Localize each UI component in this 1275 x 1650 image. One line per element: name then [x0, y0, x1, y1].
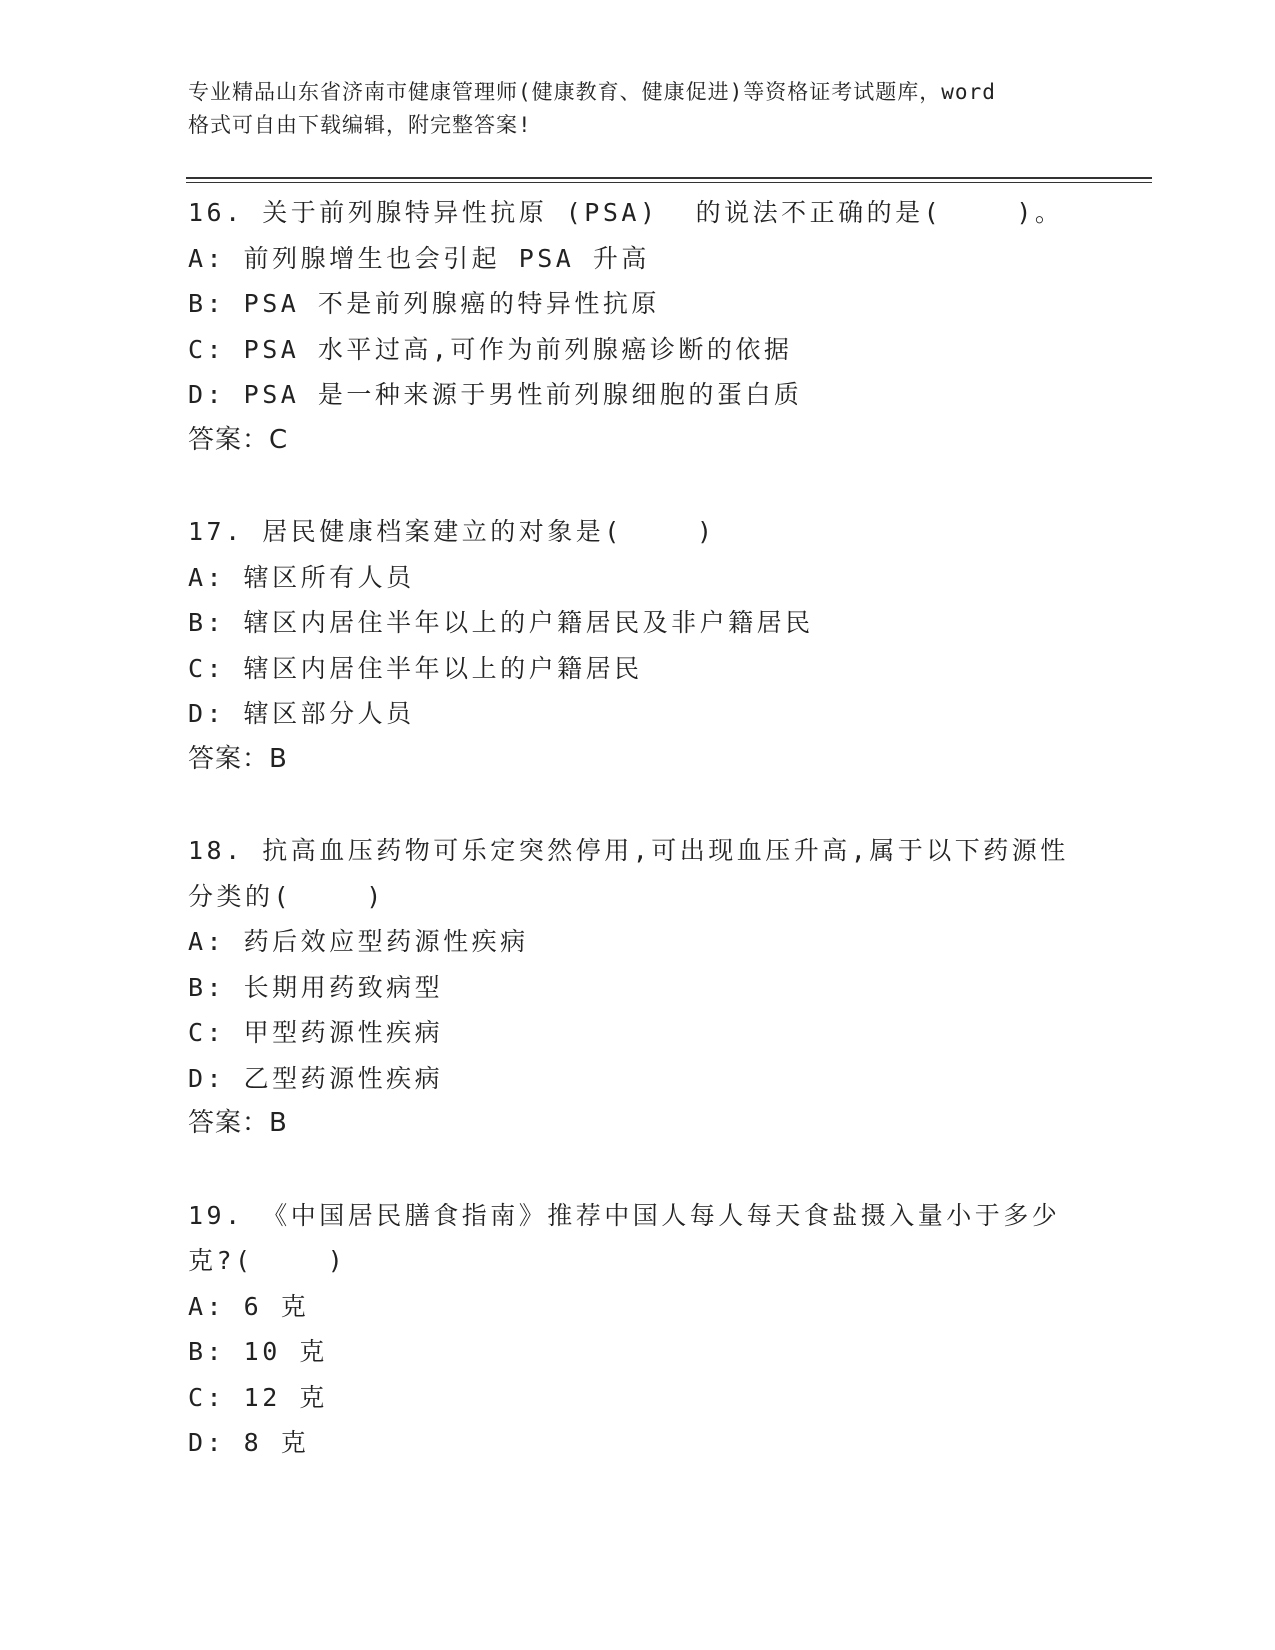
option-c: C: PSA 水平过高,可作为前列腺癌诊断的依据	[188, 334, 793, 364]
option-a: A: 6 克	[188, 1291, 310, 1321]
question-stem: 19. 《中国居民膳食指南》推荐中国人每人每天食盐摄入量小于多少	[188, 1200, 1061, 1230]
question-18	[188, 828, 1088, 1147]
header-line-1: 专业精品山东省济南市健康管理师(健康教育、健康促进)等资格证考试题库，word	[188, 80, 996, 104]
document-header	[188, 76, 1088, 142]
question-stem-continued: 克?( )	[188, 1246, 347, 1275]
question-stem: 18. 抗高血压药物可乐定突然停用,可出现血压升高,属于以下药源性	[188, 836, 1069, 865]
header-divider-thick	[186, 177, 1152, 179]
option-b: B: 长期用药致病型	[188, 972, 444, 1002]
option-d: D: 辖区部分人员	[188, 699, 415, 728]
question-list	[188, 190, 1088, 1512]
option-b: B: PSA 不是前列腺癌的特异性抗原	[188, 289, 660, 318]
question-19	[188, 1193, 1088, 1466]
question-stem: 16. 关于前列腺特异性抗原 (PSA) 的说法不正确的是( )。	[188, 198, 1064, 227]
question-stem: 17. 居民健康档案建立的对象是( )	[188, 517, 716, 546]
header-divider-thin	[186, 182, 1152, 183]
option-a: A: 前列腺增生也会引起 PSA 升高	[188, 243, 650, 273]
answer-label: 答案：C	[188, 424, 289, 455]
option-c: C: 甲型药源性疾病	[188, 1018, 444, 1047]
question-16	[188, 190, 1088, 463]
question-17	[188, 509, 1088, 782]
question-stem-continued: 分类的( )	[188, 881, 385, 911]
answer-label: 答案：B	[188, 743, 288, 774]
header-line-2: 格式可自由下载编辑，附完整答案!	[188, 113, 532, 137]
option-c: C: 辖区内居住半年以上的户籍居民	[188, 653, 643, 683]
option-d: D: PSA 是一种来源于男性前列腺细胞的蛋白质	[188, 380, 803, 409]
option-c: C: 12 克	[188, 1382, 328, 1412]
answer-label: 答案：B	[188, 1108, 288, 1138]
option-a: A: 药后效应型药源性疾病	[188, 927, 529, 956]
option-d: D: 乙型药源性疾病	[188, 1063, 444, 1093]
option-b: B: 10 克	[188, 1337, 328, 1366]
option-a: A: 辖区所有人员	[188, 562, 415, 592]
option-d: D: 8 克	[188, 1428, 310, 1457]
option-b: B: 辖区内居住半年以上的户籍居民及非户籍居民	[188, 608, 814, 637]
